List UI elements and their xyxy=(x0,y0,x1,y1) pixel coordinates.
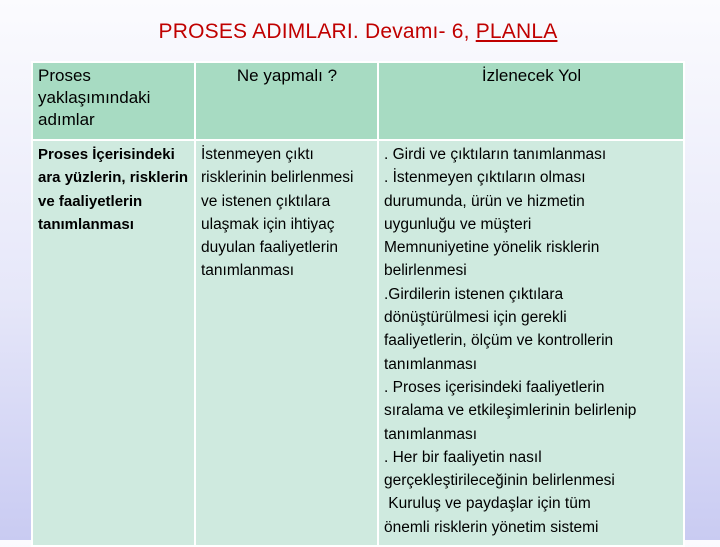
path-line: .Girdilerin istenen çıktılara xyxy=(384,285,564,303)
path-line: tanımlanması xyxy=(384,355,478,373)
path-line: Kuruluş ve paydaşlar için tüm xyxy=(384,495,591,513)
table-header-row xyxy=(32,62,684,140)
path-line: Memnuniyetine yönelik risklerin xyxy=(384,239,600,257)
header-steps: Proses yaklaşımındaki adımlar xyxy=(32,62,195,140)
path-line: . Girdi ve çıktıların tanımlanması xyxy=(384,146,607,163)
cell-path-to-follow xyxy=(378,140,684,546)
path-line: tanımlanması xyxy=(384,425,478,443)
slide-title xyxy=(0,20,716,44)
path-line: sıralama ve etkileşimlerinin belirlenip xyxy=(384,402,637,420)
path-line: . Her bir faaliyetin nasıl xyxy=(384,448,542,466)
table-row xyxy=(32,140,684,546)
path-line: dönüştürülmesi için gerekli xyxy=(384,309,567,327)
path-line: . Proses içerisindeki faaliyetlerin xyxy=(384,378,605,396)
path-line: durumunda, ürün ve hizmetin xyxy=(384,192,585,210)
path-line: gerçekleştirileceğinin belirlenmesi xyxy=(384,472,615,490)
process-steps-table xyxy=(31,61,685,547)
path-line: önemli risklerin yönetim sistemi xyxy=(384,518,599,536)
slide-title-planla: PLANLA xyxy=(475,20,558,43)
cell-what-to-do: İstenmeyen çıktı risklerinin belirlenmesi ve istenen çıktılara ulaşmak için ihtiyaç duyulan faaliyetlerin tanımlanması xyxy=(195,140,378,546)
path-line: faaliyetlerin, ölçüm ve kontrollerin xyxy=(384,332,614,350)
path-line: . İstenmeyen çıktıların olması xyxy=(384,169,586,187)
cell-step: Proses İçerisindeki ara yüzlerin, risklerin ve faaliyetlerin tanımlanması xyxy=(32,140,195,546)
slide-title-main: PROSES ADIMLARI. Devamı- 6, xyxy=(158,20,476,43)
path-line: uygunluğu ve müşteri xyxy=(384,215,532,233)
header-what-to-do: Ne yapmalı ? xyxy=(195,62,378,140)
path-line: belirlenmesi xyxy=(384,262,467,280)
header-path-to-follow: İzlenecek Yol xyxy=(378,62,684,140)
